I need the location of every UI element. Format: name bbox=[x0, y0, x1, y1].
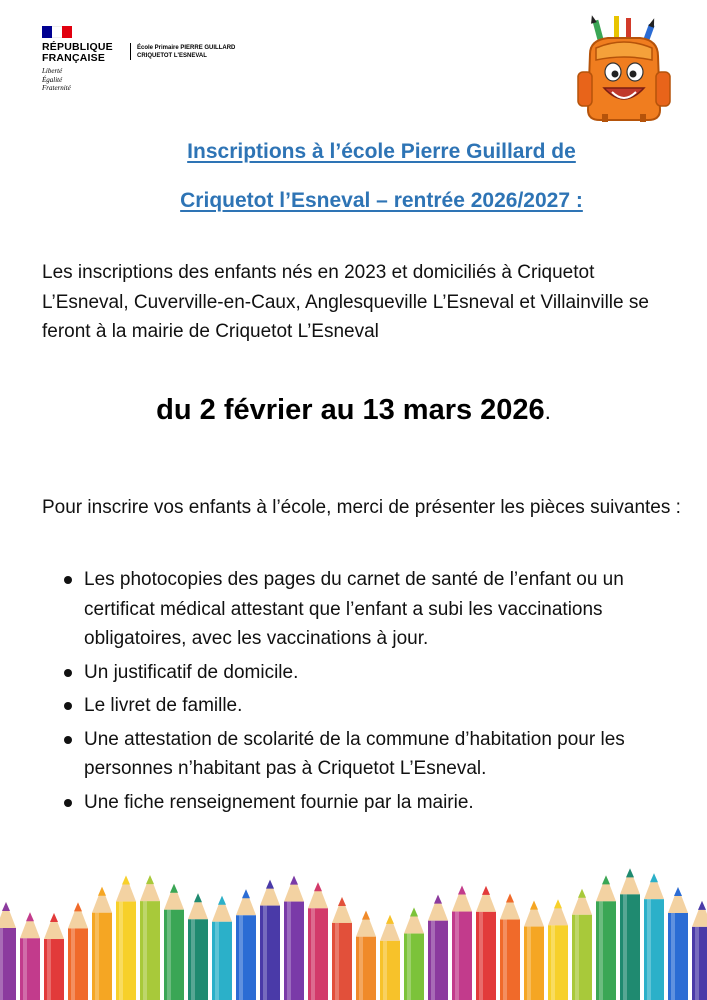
list-item: Une fiche renseignement fournie par la mairie. bbox=[42, 788, 692, 818]
school-name-line1: École Primaire PIERRE GUILLARD bbox=[137, 45, 236, 51]
pencil-icon bbox=[212, 896, 232, 1000]
pencil-icon bbox=[500, 894, 520, 1000]
pencil-icon bbox=[380, 915, 400, 1000]
page-title-line2: Criquetot l’Esneval – rentrée 2026/2027 : bbox=[180, 189, 583, 212]
rf-motto-liberte: Liberté bbox=[42, 67, 63, 75]
pencil-icon bbox=[0, 902, 16, 1000]
registration-dates-text: du 2 février au 13 mars 2026 bbox=[156, 394, 545, 426]
pencil-icon bbox=[572, 889, 592, 1000]
pencil-icon bbox=[644, 873, 664, 1000]
school-name-line2: CRIQUETOT L'ESNEVAL bbox=[137, 53, 207, 59]
list-item: Une attestation de scolarité de la commune d’habitation pour les personnes n’habitant pas à Criquetot L’Esneval. bbox=[42, 725, 692, 784]
pencil-icon bbox=[476, 886, 496, 1000]
pencil-icon bbox=[428, 895, 448, 1000]
pencil-icon bbox=[44, 913, 64, 1000]
pencil-icon bbox=[68, 902, 88, 1000]
intro-paragraph: Les inscriptions des enfants nés en 2023 et domiciliés à Criquetot L’Esneval, Cuverville-en-Caux, Anglesqueville L’Esneval et Villainville se feront à la mairie de Criquetot L’Esneval bbox=[42, 262, 649, 342]
pencil-icon bbox=[524, 901, 544, 1000]
pencil-icon bbox=[284, 876, 304, 1000]
rf-motto-fraternite: Fraternité bbox=[42, 84, 71, 92]
pencil-icon bbox=[332, 897, 352, 1000]
pencil-icon bbox=[452, 886, 472, 1000]
pencil-icon bbox=[404, 908, 424, 1000]
rf-name-line2: FRANÇAISE bbox=[42, 52, 106, 64]
pencil-icon bbox=[188, 893, 208, 1000]
rf-motto-egalite: Égalité bbox=[42, 75, 63, 84]
registration-dates bbox=[0, 394, 707, 427]
documents-list bbox=[42, 565, 692, 821]
colored-pencils-border bbox=[0, 858, 707, 1000]
school-name bbox=[137, 44, 235, 60]
rf-name-line1: RÉPUBLIQUE bbox=[42, 41, 113, 53]
pencil-icon bbox=[548, 899, 568, 1000]
list-item: Le livret de famille. bbox=[42, 691, 692, 721]
pencil-icon bbox=[140, 875, 160, 1000]
pencil-icon bbox=[692, 901, 707, 1000]
page-title-line1: Inscriptions à l’école Pierre Guillard de bbox=[187, 140, 576, 163]
pencil-icon bbox=[620, 868, 640, 1000]
list-item: Un justificatif de domicile. bbox=[42, 658, 692, 688]
list-item: Les photocopies des pages du carnet de santé de l’enfant ou un certificat médical attestant que l’enfant a subi les vaccinations obligatoires, avec les vaccinations à jour. bbox=[42, 565, 692, 654]
pencil-icon bbox=[164, 884, 184, 1000]
french-flag-icon bbox=[42, 26, 72, 38]
pencil-icon bbox=[92, 887, 112, 1000]
pencil-icon bbox=[356, 911, 376, 1000]
republique-francaise-logo bbox=[42, 26, 122, 93]
logo-divider bbox=[130, 43, 131, 60]
pencil-icon bbox=[260, 880, 280, 1000]
documents-intro: Pour inscrire vos enfants à l’école, merci de présenter les pièces suivantes : bbox=[42, 497, 681, 518]
pencil-icon bbox=[668, 887, 688, 1000]
pencil-icon bbox=[236, 889, 256, 1000]
pencil-icon bbox=[116, 876, 136, 1000]
backpack-mascot-icon bbox=[568, 14, 678, 126]
registration-dates-period: . bbox=[544, 399, 551, 424]
pencil-icon bbox=[596, 875, 616, 1000]
pencil-icon bbox=[308, 882, 328, 1000]
pencil-icon bbox=[20, 912, 40, 1000]
